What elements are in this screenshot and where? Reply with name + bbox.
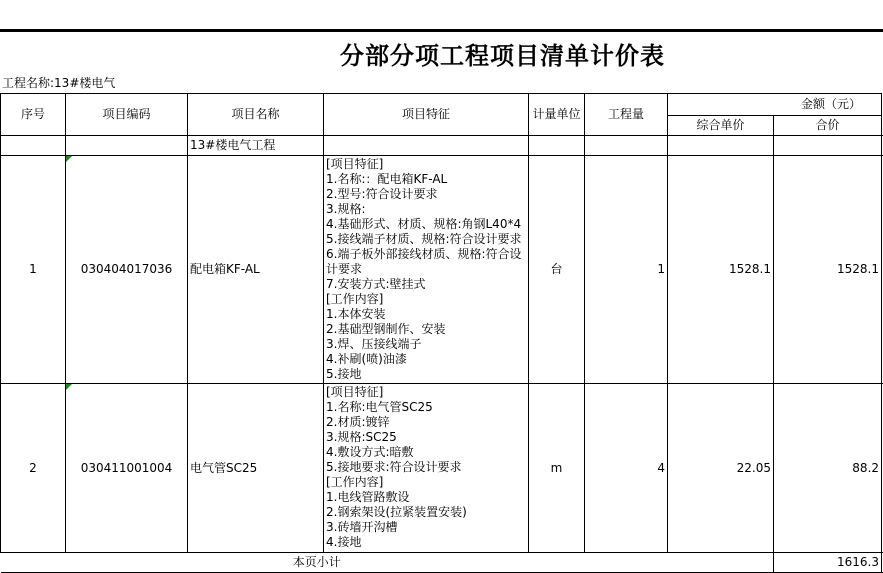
row-code-cell [66,156,188,384]
project-label: 工程名称: [2,76,54,90]
top-rule [0,29,883,32]
row-qty: 4 [585,384,668,553]
cell-marker-icon [66,156,72,162]
header-amount: 金额（元） [668,94,882,116]
feature-line: 6.端子板外部接线材质、规格:符合设计要求 [326,247,526,277]
row-features [324,384,529,553]
subtotal-value: 1616.3 [774,553,882,573]
feature-line: [项目特征] [326,157,526,172]
project-line [2,74,115,91]
feature-line: 2.材质:镀锌 [326,415,526,430]
feature-line: 1.名称:：配电箱KF-AL [326,172,526,187]
feature-line: 2.钢索架设(拉紧装置安装) [326,505,526,520]
feature-line: 5.接地 [326,367,526,382]
cell-marker-icon [66,384,72,390]
header-seq: 序号 [1,94,66,136]
feature-line: 4.接地 [326,535,526,550]
row-unit-price: 1528.1 [668,156,774,384]
row-unit: 台 [529,156,585,384]
row-code: 030404017036 [81,262,173,276]
feature-line: 3.砖墙开沟槽 [326,520,526,535]
feature-line: 1.名称:电气管SC25 [326,400,526,415]
row-code: 030411001004 [81,461,173,475]
feature-line: 3.规格:SC25 [326,430,526,445]
row-seq: 1 [1,156,66,384]
feature-line: 1.本体安装 [326,307,526,322]
page-title: 分部分项工程项目清单计价表 [0,36,883,71]
feature-line: 4.基础形式、材质、规格:角钢L40*4 [326,217,526,232]
header-total: 合价 [774,116,882,136]
section-feature-cell [324,136,529,156]
row-unit: m [529,384,585,553]
row-name: 配电箱KF-AL [188,156,324,384]
feature-line: 3.规格: [326,202,526,217]
section-price-cell [668,136,774,156]
header-qty: 工程量 [585,94,668,136]
section-seq-cell [1,136,66,156]
header-unit-price: 综合单价 [668,116,774,136]
bill-table [0,93,883,573]
feature-line: 5.接地要求:符合设计要求 [326,460,526,475]
section-title: 13#楼电气工程 [188,136,324,156]
section-unit-cell [529,136,585,156]
feature-line: 2.基础型钢制作、安装 [326,322,526,337]
feature-line: 5.接线端子材质、规格:符合设计要求 [326,232,526,247]
feature-line: 7.安装方式:壁挂式 [326,277,526,292]
row-seq: 2 [1,384,66,553]
table-row [1,156,883,384]
row-total: 1528.1 [774,156,882,384]
row-qty: 1 [585,156,668,384]
feature-line: 2.型号:符合设计要求 [326,187,526,202]
feature-line: [项目特征] [326,385,526,400]
header-unit: 计量单位 [529,94,585,136]
row-name: 电气管SC25 [188,384,324,553]
table-row [1,384,883,553]
project-name: 13#楼电气 [54,76,115,90]
section-qty-cell [585,136,668,156]
feature-line: [工作内容] [326,475,526,490]
feature-line: [工作内容] [326,292,526,307]
subtotal-row [1,553,883,573]
section-total-cell [774,136,882,156]
header-name: 项目名称 [188,94,324,136]
feature-line: 3.焊、压接线端子 [326,337,526,352]
feature-line: 4.补刷(喷)油漆 [326,352,526,367]
subtotal-label: 本页小计 [1,553,774,573]
feature-line: 1.电线管路敷设 [326,490,526,505]
row-total: 88.2 [774,384,882,553]
row-unit-price: 22.05 [668,384,774,553]
section-code-cell [66,136,188,156]
header-feature: 项目特征 [324,94,529,136]
row-features [324,156,529,384]
row-code-cell [66,384,188,553]
feature-line: 4.敷设方式:暗敷 [326,445,526,460]
header-code: 项目编码 [66,94,188,136]
